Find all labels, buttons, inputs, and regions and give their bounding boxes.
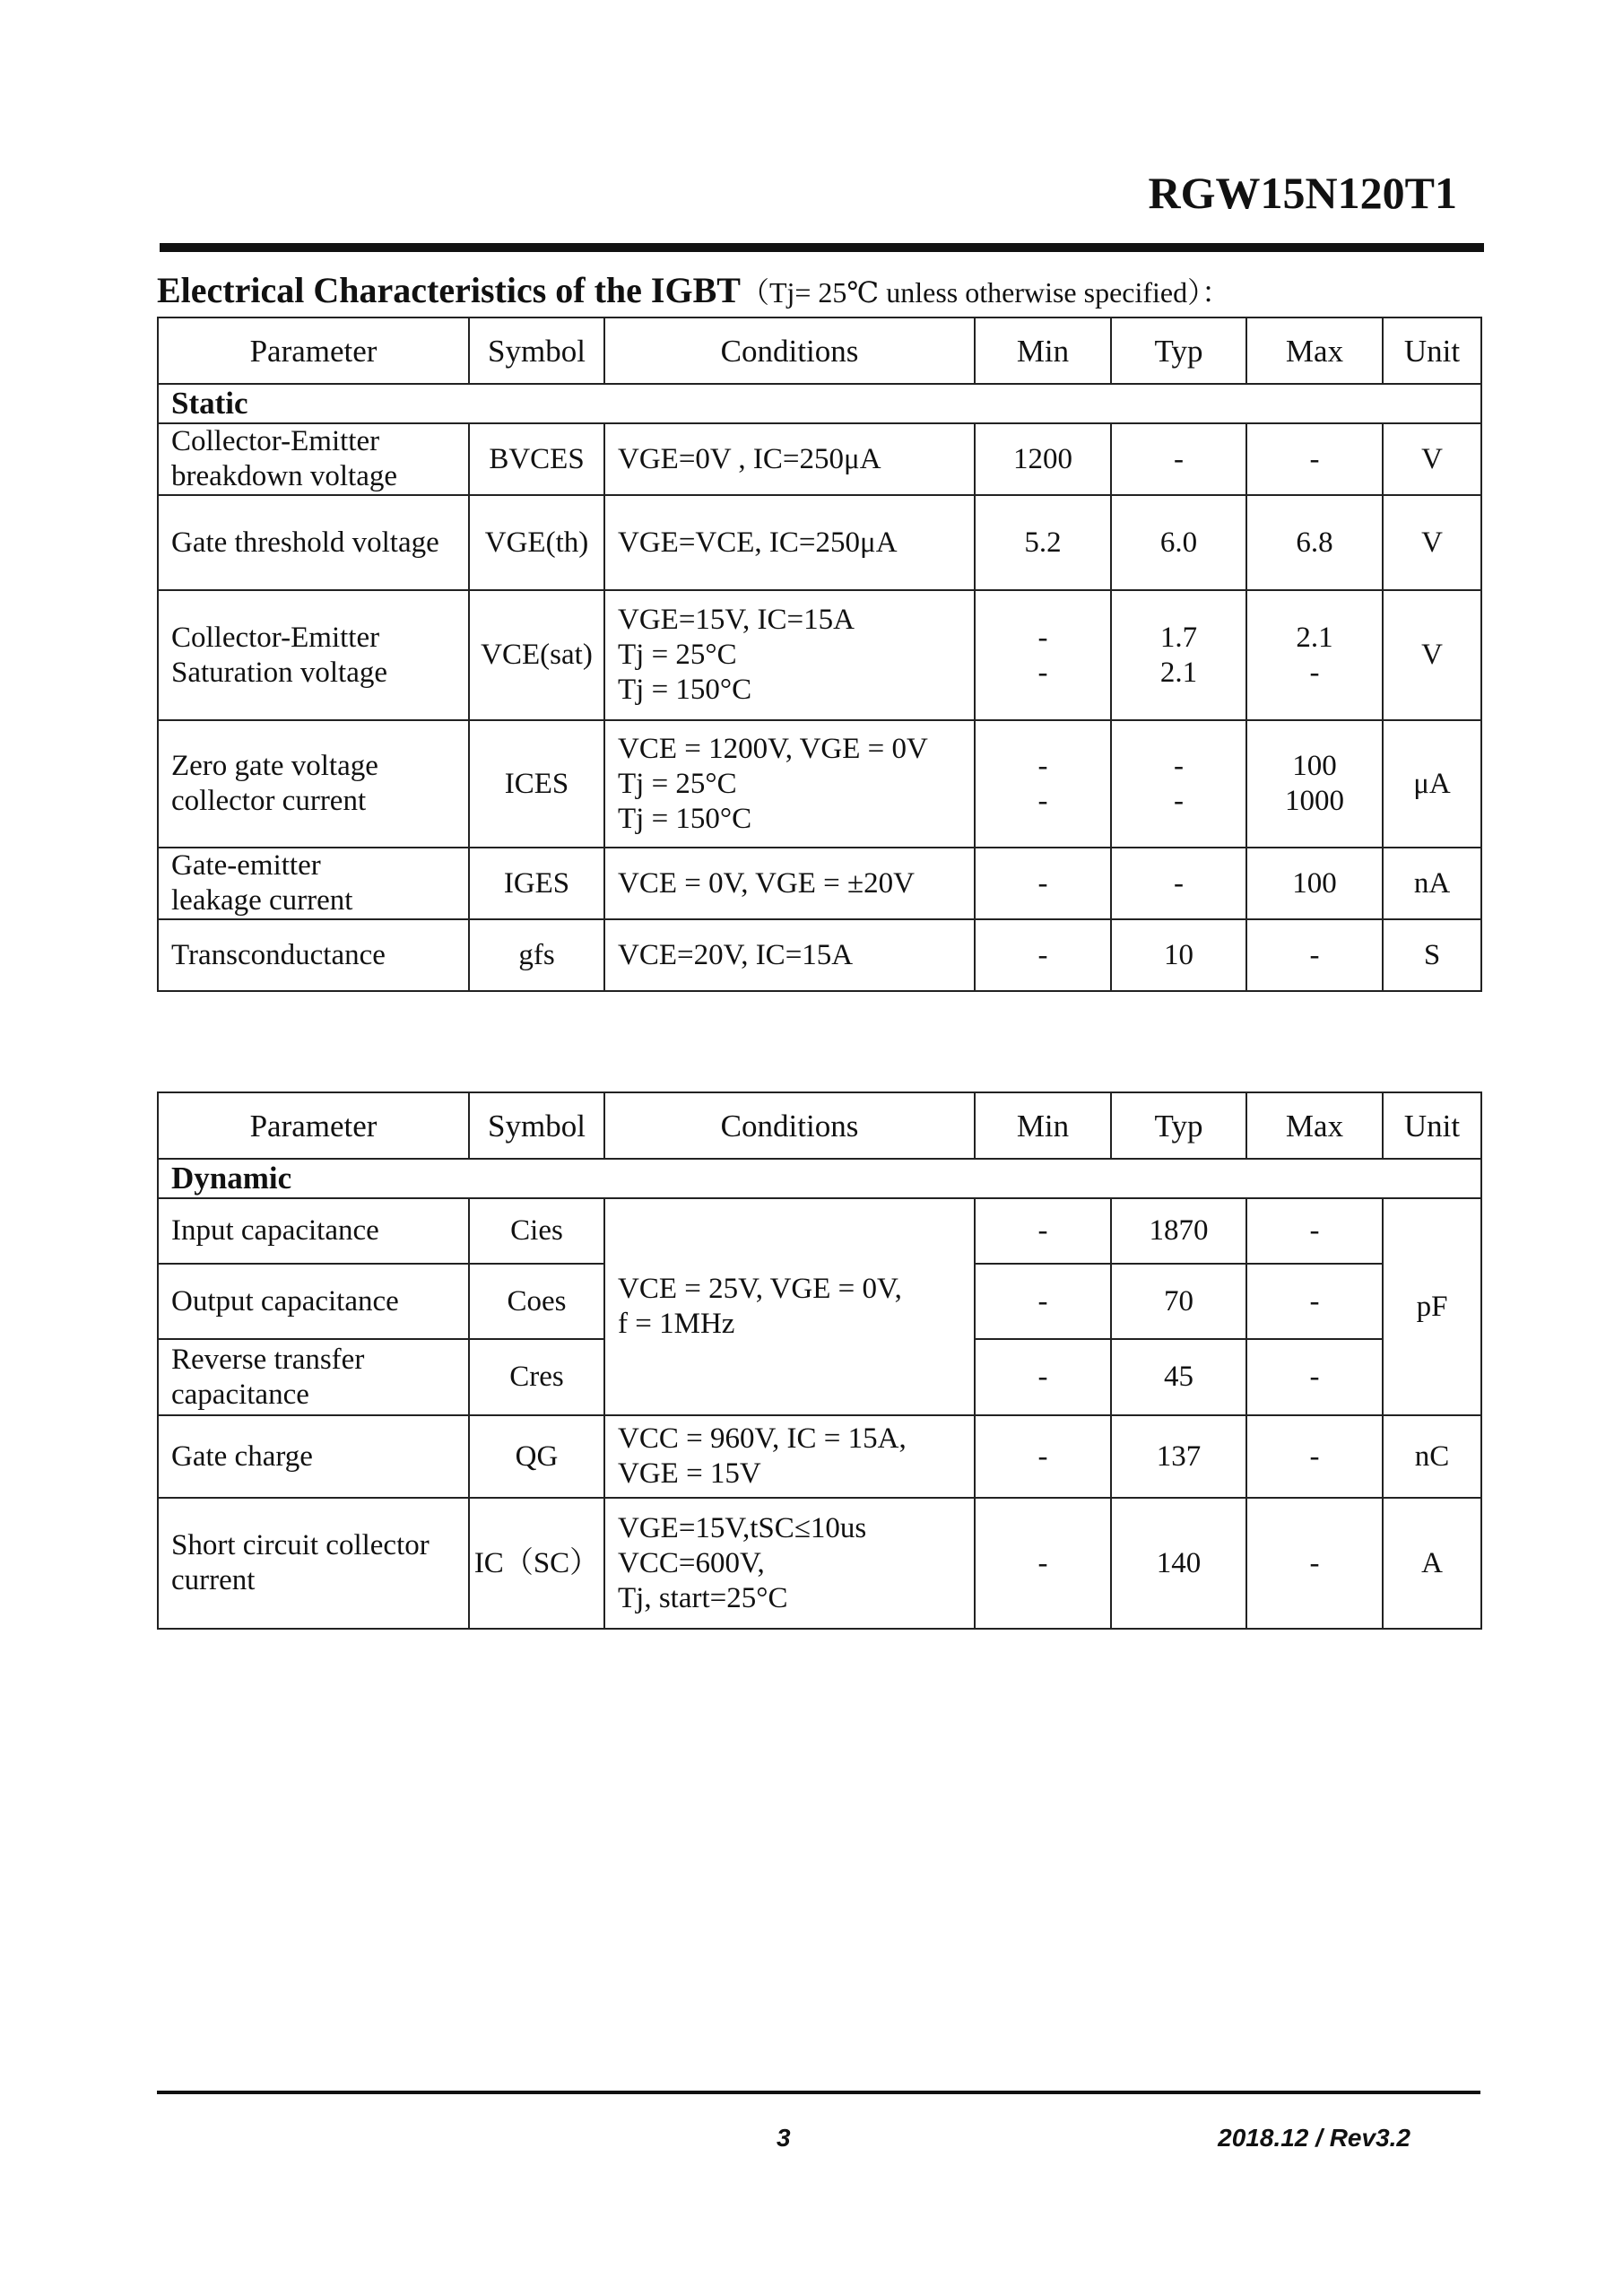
parameter-cell-line: Short circuit collector: [171, 1529, 430, 1561]
static-characteristics-table: [157, 317, 1482, 992]
parameter-cell: [158, 720, 469, 848]
conditions-cell-line: VCC=600V,: [618, 1546, 765, 1579]
conditions-cell-line: Tj = 25°C: [618, 639, 737, 671]
max-cell-line: 100: [1292, 750, 1337, 782]
capacitance-conditions-cell: [604, 1198, 975, 1415]
typ-cell-line: -: [1174, 442, 1184, 475]
heading-title: Electrical Characteristics of the IGBT: [157, 270, 741, 310]
max-cell: -: [1246, 1498, 1383, 1629]
unit-cell: S: [1383, 919, 1481, 991]
section-heading: [157, 269, 1230, 311]
max-cell: [1246, 590, 1383, 720]
symbol-cell: Coes: [469, 1264, 604, 1339]
section-label-static: Static: [158, 384, 1481, 423]
table-row: [158, 919, 1481, 991]
conditions-cell-line: VGE = 15V: [618, 1457, 761, 1490]
conditions-cell-line: VCE=20V, IC=15A: [618, 938, 854, 971]
parameter-cell-line: breakdown voltage: [171, 460, 397, 492]
col-header-symbol: Symbol: [469, 317, 604, 384]
capacitance-conditions-cell-line: f = 1MHz: [618, 1308, 735, 1340]
conditions-cell-line: VCC = 960V, IC = 15A,: [618, 1422, 907, 1455]
parameter-cell-line: Reverse transfer: [171, 1343, 365, 1376]
col-header-unit: Unit: [1383, 1092, 1481, 1159]
parameter-cell-line: capacitance: [171, 1378, 309, 1411]
min-cell: -: [975, 1198, 1111, 1264]
typ-cell: [1111, 720, 1246, 848]
typ-cell-line: 2.1: [1159, 656, 1198, 689]
table-row: [158, 720, 1481, 848]
min-cell-line: -: [1037, 621, 1048, 654]
typ-cell: [1111, 590, 1246, 720]
conditions-cell-line: VCE = 0V, VGE = ±20V: [618, 866, 915, 900]
max-cell: [1246, 423, 1383, 495]
max-cell-line: 100: [1292, 866, 1337, 900]
col-header-max: Max: [1246, 317, 1383, 384]
min-cell-line: 1200: [1013, 442, 1072, 475]
typ-cell-line: -: [1174, 785, 1184, 817]
min-cell: -: [975, 1415, 1111, 1498]
heading-conditions: （Tj= 25℃ unless otherwise specified）：: [740, 276, 1231, 309]
conditions-cell-line: VGE=0V , IC=250μA: [618, 442, 881, 475]
max-cell-line: -: [1309, 442, 1320, 475]
revision-label: 2018.12 / Rev3.2: [1218, 2124, 1410, 2152]
typ-cell-line: -: [1174, 866, 1184, 900]
typ-cell: [1111, 919, 1246, 991]
parameter-cell-line: Collector-Emitter: [171, 621, 380, 654]
part-number: RGW15N120T1: [1148, 168, 1457, 218]
max-cell: [1246, 720, 1383, 848]
parameter-cell-line: Gate-emitter: [171, 849, 321, 882]
conditions-cell-line: Tj, start=25°C: [618, 1581, 788, 1614]
parameter-cell-line: collector current: [171, 785, 367, 817]
parameter-cell: [158, 590, 469, 720]
max-cell: -: [1246, 1264, 1383, 1339]
min-cell: -: [975, 1339, 1111, 1415]
conditions-cell-line: Tj = 150°C: [618, 802, 752, 835]
symbol-cell: VCE(sat): [469, 590, 604, 720]
symbol-cell: VGE(th): [469, 495, 604, 590]
col-header-parameter: Parameter: [158, 1092, 469, 1159]
min-cell-line: -: [1037, 785, 1048, 817]
min-cell: [975, 848, 1111, 919]
parameter-cell-line: Input capacitance: [171, 1214, 379, 1247]
table-row: [158, 1415, 1481, 1498]
col-header-parameter: Parameter: [158, 317, 469, 384]
symbol-cell: ICES: [469, 720, 604, 848]
section-label-dynamic: Dynamic: [158, 1159, 1481, 1198]
table-header-row: [158, 317, 1481, 384]
header-rule: [160, 243, 1484, 252]
col-header-max: Max: [1246, 1092, 1383, 1159]
typ-cell: [1111, 848, 1246, 919]
min-cell: [975, 423, 1111, 495]
min-cell-line: -: [1037, 656, 1048, 689]
symbol-cell: QG: [469, 1415, 604, 1498]
min-cell-line: 5.2: [1024, 526, 1062, 559]
unit-cell: A: [1383, 1498, 1481, 1629]
conditions-cell-line: VGE=15V, IC=15A: [618, 604, 855, 636]
max-cell: [1246, 919, 1383, 991]
max-cell: [1246, 495, 1383, 590]
section-row-static: [158, 384, 1481, 423]
typ-cell-line: 6.0: [1159, 526, 1198, 559]
col-header-min: Min: [975, 317, 1111, 384]
parameter-cell-line: Gate threshold voltage: [171, 526, 439, 559]
symbol-cell: IC（SC）: [469, 1498, 604, 1629]
parameter-cell: [158, 1198, 469, 1264]
min-cell: [975, 720, 1111, 848]
max-cell-line: 2.1: [1296, 621, 1333, 654]
conditions-cell-line: VGE=15V,tSC≤10us: [618, 1511, 867, 1544]
min-cell-line: -: [1037, 750, 1048, 782]
symbol-cell: BVCES: [469, 423, 604, 495]
parameter-cell-line: Output capacitance: [171, 1284, 399, 1318]
symbol-cell: Cres: [469, 1339, 604, 1415]
typ-cell: [1111, 423, 1246, 495]
parameter-cell-line: Saturation voltage: [171, 656, 388, 689]
table-row: [158, 495, 1481, 590]
parameter-cell: [158, 1415, 469, 1498]
conditions-cell-line: VCE = 1200V, VGE = 0V: [618, 732, 928, 765]
parameter-cell: [158, 919, 469, 991]
parameter-cell-line: Collector-Emitter: [171, 425, 380, 457]
col-header-min: Min: [975, 1092, 1111, 1159]
unit-cell: nA: [1383, 848, 1481, 919]
min-cell: [975, 919, 1111, 991]
conditions-cell: [604, 1415, 975, 1498]
symbol-cell: Cies: [469, 1198, 604, 1264]
unit-cell: V: [1383, 423, 1481, 495]
typ-cell-line: -: [1174, 750, 1184, 782]
symbol-cell: IGES: [469, 848, 604, 919]
max-cell-line: 1000: [1285, 785, 1344, 817]
max-cell-line: -: [1309, 656, 1320, 689]
typ-cell: 1870: [1111, 1198, 1246, 1264]
parameter-cell-line: leakage current: [171, 884, 353, 917]
max-cell: -: [1246, 1198, 1383, 1264]
parameter-cell: [158, 423, 469, 495]
parameter-cell: [158, 495, 469, 590]
conditions-cell-line: Tj = 150°C: [618, 674, 752, 706]
col-header-symbol: Symbol: [469, 1092, 604, 1159]
table-row: [158, 1498, 1481, 1629]
col-header-typ: Typ: [1111, 317, 1246, 384]
conditions-cell: [604, 1498, 975, 1629]
parameter-cell: [158, 848, 469, 919]
symbol-cell: gfs: [469, 919, 604, 991]
typ-cell-line: 10: [1164, 938, 1193, 971]
table-row: [158, 848, 1481, 919]
conditions-cell-line: Tj = 25°C: [618, 767, 737, 800]
max-cell: [1246, 848, 1383, 919]
conditions-cell: [604, 919, 975, 991]
min-cell-line: -: [1037, 938, 1048, 971]
conditions-cell-line: VGE=VCE, IC=250μA: [618, 526, 898, 559]
min-cell: [975, 590, 1111, 720]
capacitance-unit-cell: pF: [1383, 1198, 1481, 1415]
conditions-cell: [604, 495, 975, 590]
section-row-dynamic: [158, 1159, 1481, 1198]
min-cell: -: [975, 1498, 1111, 1629]
min-cell: [975, 495, 1111, 590]
parameter-cell: [158, 1339, 469, 1415]
col-header-conditions: Conditions: [604, 317, 975, 384]
parameter-cell-line: Zero gate voltage: [171, 750, 378, 782]
table-header-row: [158, 1092, 1481, 1159]
unit-cell: nC: [1383, 1415, 1481, 1498]
typ-cell-line: 1.7: [1159, 621, 1198, 654]
conditions-cell: [604, 848, 975, 919]
min-cell-line: -: [1037, 866, 1048, 900]
max-cell: -: [1246, 1339, 1383, 1415]
unit-cell: V: [1383, 495, 1481, 590]
conditions-cell: [604, 423, 975, 495]
parameter-cell-line: current: [171, 1564, 256, 1596]
col-header-unit: Unit: [1383, 317, 1481, 384]
typ-cell: 70: [1111, 1264, 1246, 1339]
typ-cell: [1111, 495, 1246, 590]
max-cell: -: [1246, 1415, 1383, 1498]
table-row: [158, 1198, 1481, 1264]
conditions-cell: [604, 590, 975, 720]
max-cell-line: 6.8: [1296, 526, 1333, 559]
col-header-conditions: Conditions: [604, 1092, 975, 1159]
parameter-cell: [158, 1264, 469, 1339]
parameter-cell: [158, 1498, 469, 1629]
typ-cell: 45: [1111, 1339, 1246, 1415]
col-header-typ: Typ: [1111, 1092, 1246, 1159]
table-row: [158, 423, 1481, 495]
footer-rule: [157, 2091, 1480, 2094]
max-cell-line: -: [1309, 938, 1320, 971]
unit-cell: V: [1383, 590, 1481, 720]
parameter-cell-line: Gate charge: [171, 1439, 313, 1473]
typ-cell: 140: [1111, 1498, 1246, 1629]
dynamic-characteristics-table: [157, 1091, 1482, 1630]
unit-cell: μA: [1383, 720, 1481, 848]
table-row: [158, 590, 1481, 720]
typ-cell: 137: [1111, 1415, 1246, 1498]
page-number: 3: [777, 2124, 791, 2152]
capacitance-conditions-cell-line: VCE = 25V, VGE = 0V,: [618, 1273, 902, 1305]
min-cell: -: [975, 1264, 1111, 1339]
parameter-cell-line: Transconductance: [171, 938, 386, 971]
conditions-cell: [604, 720, 975, 848]
